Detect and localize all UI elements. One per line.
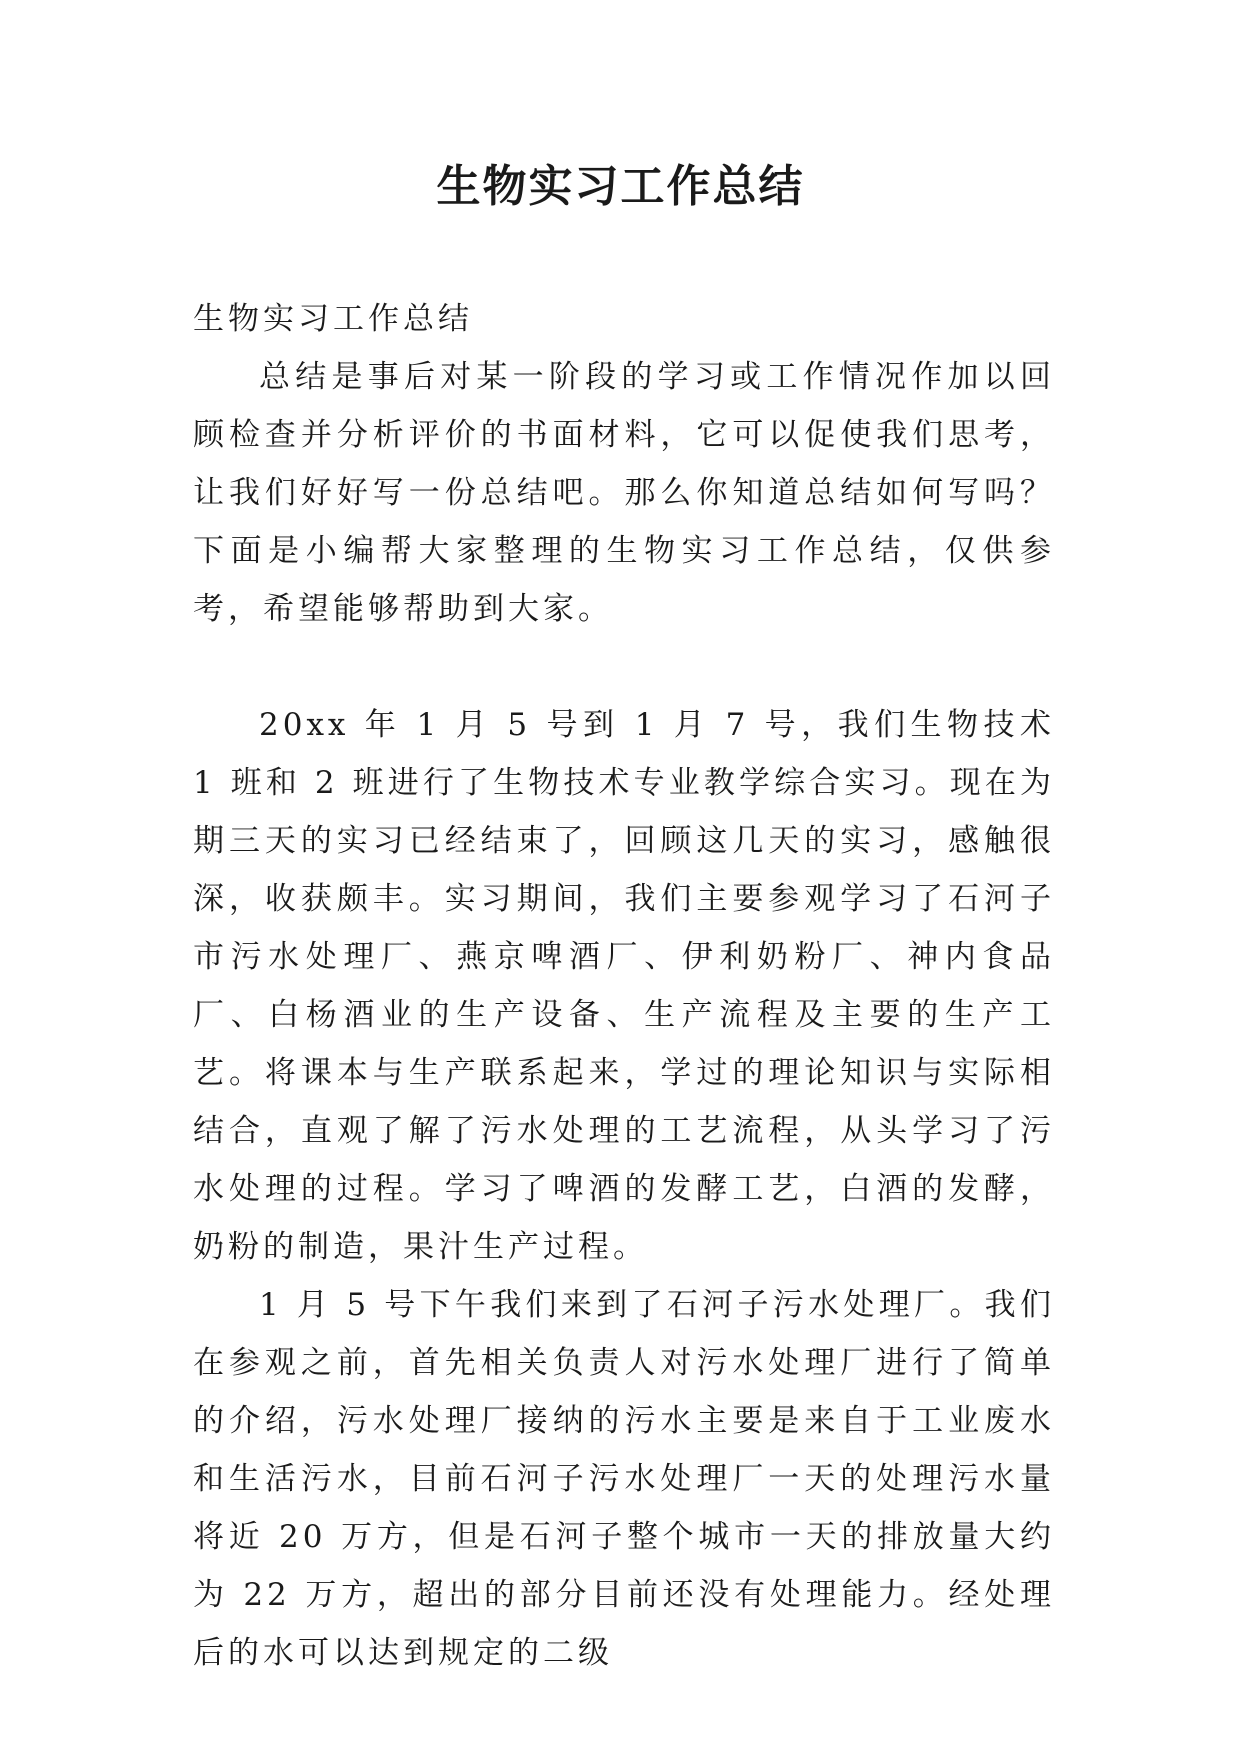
paragraph-spacer [193, 638, 1055, 696]
paragraph-internship-overview: 20xx 年 1 月 5 号到 1 月 7 号，我们生物技术 1 班和 2 班进行了生物技术专业教学综合实习。现在为期三天的实习已经结束了，回顾这几天的实习，感触很深，收获颇丰。实习期间，我们主要参观学习了石河子市污水处理厂、燕京啤酒厂、伊利奶粉厂、神内食品厂、白杨酒业的生产设备、生产流程及主要的生产工艺。将课本与生产联系起来，学过的理论知识与实际相结合，直观了解了污水处理的工艺流程，从头学习了污水处理的过程。学习了啤酒的发酵工艺，白酒的发酵，奶粉的制造，果汁生产过程。 [193, 707, 1055, 1265]
document-subtitle: 生物实习工作总结 [193, 301, 473, 337]
document-body [193, 290, 1055, 1682]
document-title: 生物实习工作总结 [436, 161, 805, 212]
paragraph-sewage-plant: 1 月 5 号下午我们来到了石河子污水处理厂。我们在参观之前，首先相关负责人对污水处理厂进行了简单的介绍，污水处理厂接纳的污水主要是来自于工业废水和生活污水，目前石河子污水处理厂一天的处理污水量将近 20 万方，但是石河子整个城市一天的排放量大约为 22 万方，超出的部分目前还没有处理能力。经处理后的水可以达到规定的二级 [193, 1287, 1055, 1671]
paragraph-intro: 总结是事后对某一阶段的学习或工作情况作加以回顾检查并分析评价的书面材料，它可以促使我们思考，让我们好好写一份总结吧。那么你知道总结如何写吗？下面是小编帮大家整理的生物实习工作总结，仅供参考，希望能够帮助到大家。 [193, 359, 1055, 627]
